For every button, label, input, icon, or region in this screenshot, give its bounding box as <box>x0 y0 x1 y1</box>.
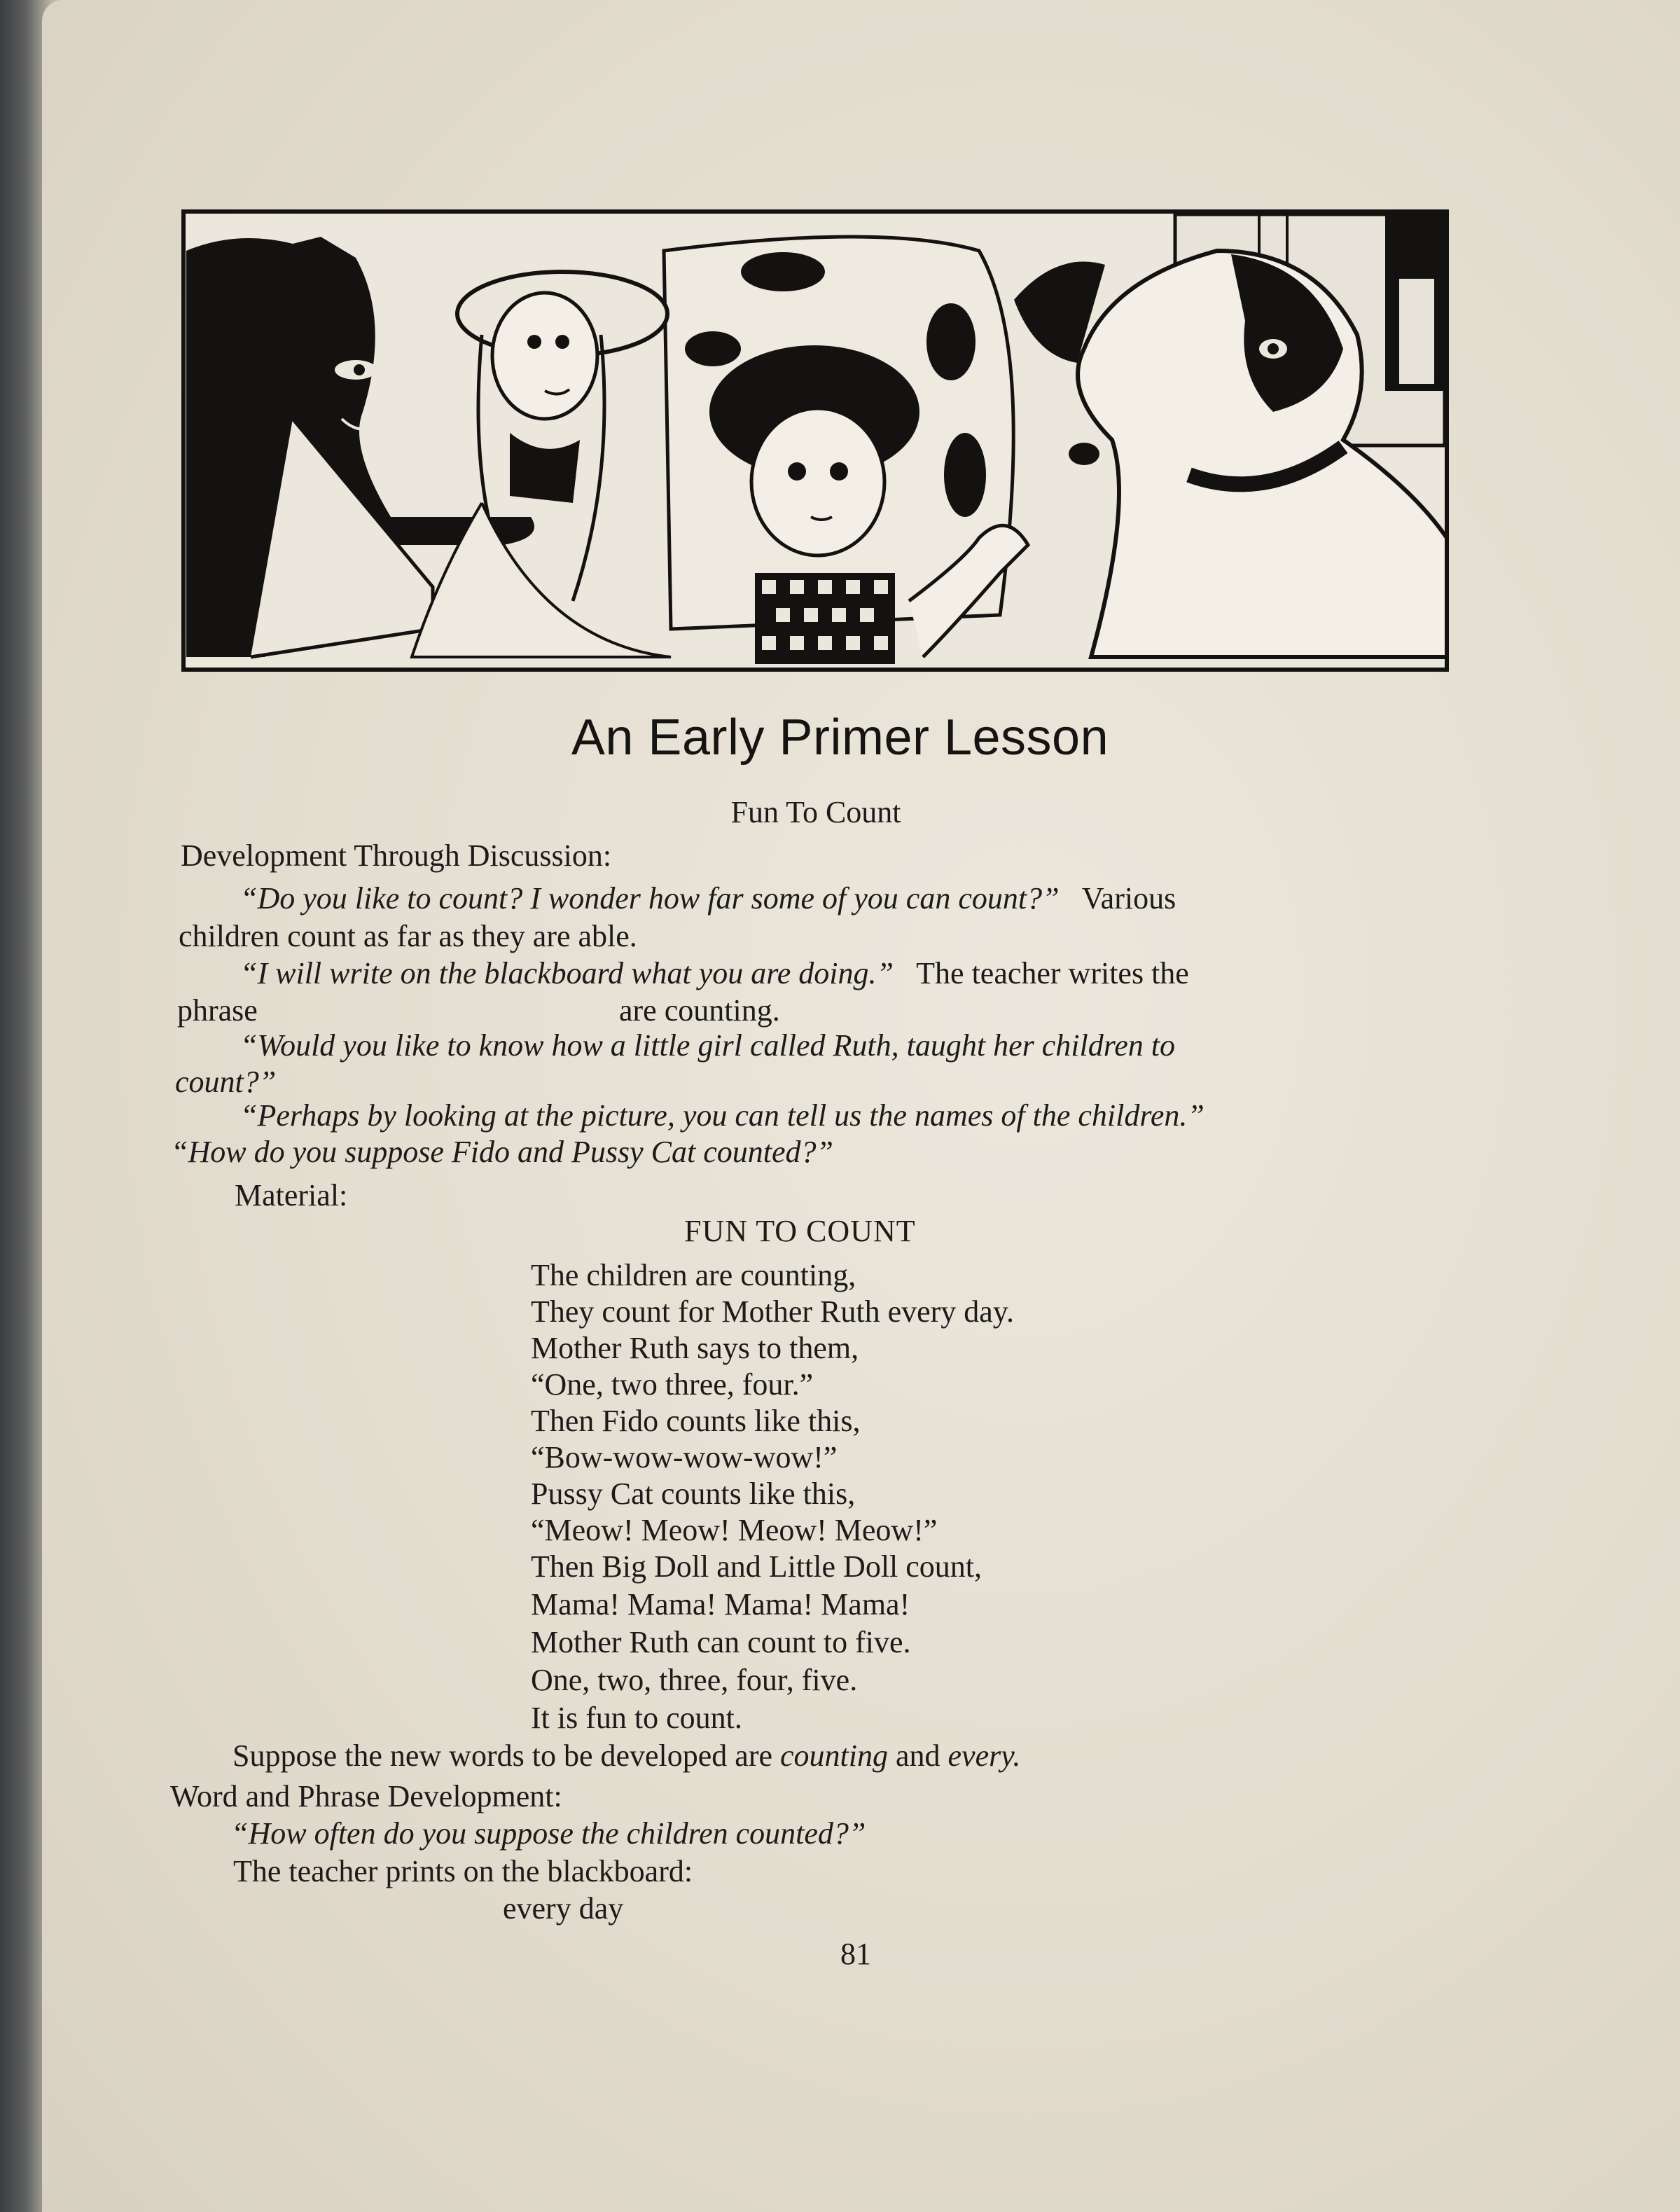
paragraph-line-start: phrase <box>177 993 258 1028</box>
poem-line: One, two, three, four, five. <box>531 1663 858 1697</box>
poem-line: “Meow! Meow! Meow! Meow!” <box>531 1513 938 1547</box>
poem-title: FUN TO COUNT <box>684 1214 916 1248</box>
poem-line: Mama! Mama! Mama! Mama! <box>531 1587 910 1622</box>
blackboard-phrase: every day <box>503 1891 624 1926</box>
paragraph-line: “How do you suppose Fido and Pussy Cat counted?” <box>171 1135 833 1169</box>
body-text: Various <box>1081 881 1176 915</box>
quote-text: “I will write on the blackboard what you are doing.” <box>240 956 894 990</box>
paragraph-line: “Would you like to know how a little girl called Ruth, taught her children to <box>240 1028 1175 1063</box>
paragraph-line: “How often do you suppose the children counted?” <box>231 1816 866 1851</box>
section-heading-word-phrase: Word and Phrase Development: <box>170 1779 562 1813</box>
poem-line: The children are counting, <box>531 1258 856 1292</box>
body-text: The teacher writes the <box>916 956 1189 990</box>
poem-line: It is fun to count. <box>531 1701 742 1735</box>
new-word: counting <box>780 1739 888 1773</box>
body-text: and <box>896 1739 940 1773</box>
paragraph-line: children count as far as they are able. <box>179 919 637 953</box>
body-text: Suppose the new words to be developed are <box>232 1739 773 1773</box>
quote-text: “Do you like to count? I wonder how far some of you can count?” <box>240 881 1060 915</box>
paragraph-line-end: are counting. <box>619 993 780 1028</box>
material-label: Material: <box>235 1178 348 1212</box>
children-cat-dog-illustration-icon <box>181 209 1450 672</box>
poem-line: Then Fido counts like this, <box>531 1404 861 1438</box>
page-title: An Early Primer Lesson <box>571 710 1109 766</box>
poem-line: Mother Ruth says to them, <box>531 1331 859 1365</box>
section-heading-discussion: Development Through Discussion: <box>181 838 612 873</box>
poem-line: “Bow-wow-wow-wow!” <box>531 1440 838 1474</box>
poem-line: Pussy Cat counts like this, <box>531 1477 856 1511</box>
poem-line: Mother Ruth can count to five. <box>531 1625 911 1659</box>
paragraph-line: “Perhaps by looking at the picture, you can tell us the names of the children.” <box>240 1098 1205 1133</box>
paragraph-line: count?” <box>175 1065 277 1099</box>
new-word: every. <box>947 1739 1021 1773</box>
paragraph-line: The teacher prints on the blackboard: <box>233 1854 693 1888</box>
poem-line: Then Big Doll and Little Doll count, <box>531 1549 983 1584</box>
paragraph-line <box>232 1739 1020 1774</box>
poem-line: They count for Mother Ruth every day. <box>531 1294 1014 1329</box>
paragraph-line <box>240 881 1176 916</box>
page-number: 81 <box>840 1937 871 1971</box>
poem-line: “One, two three, four.” <box>531 1367 814 1402</box>
lesson-subtitle: Fun To Count <box>730 795 901 829</box>
paragraph-line <box>240 956 1189 991</box>
